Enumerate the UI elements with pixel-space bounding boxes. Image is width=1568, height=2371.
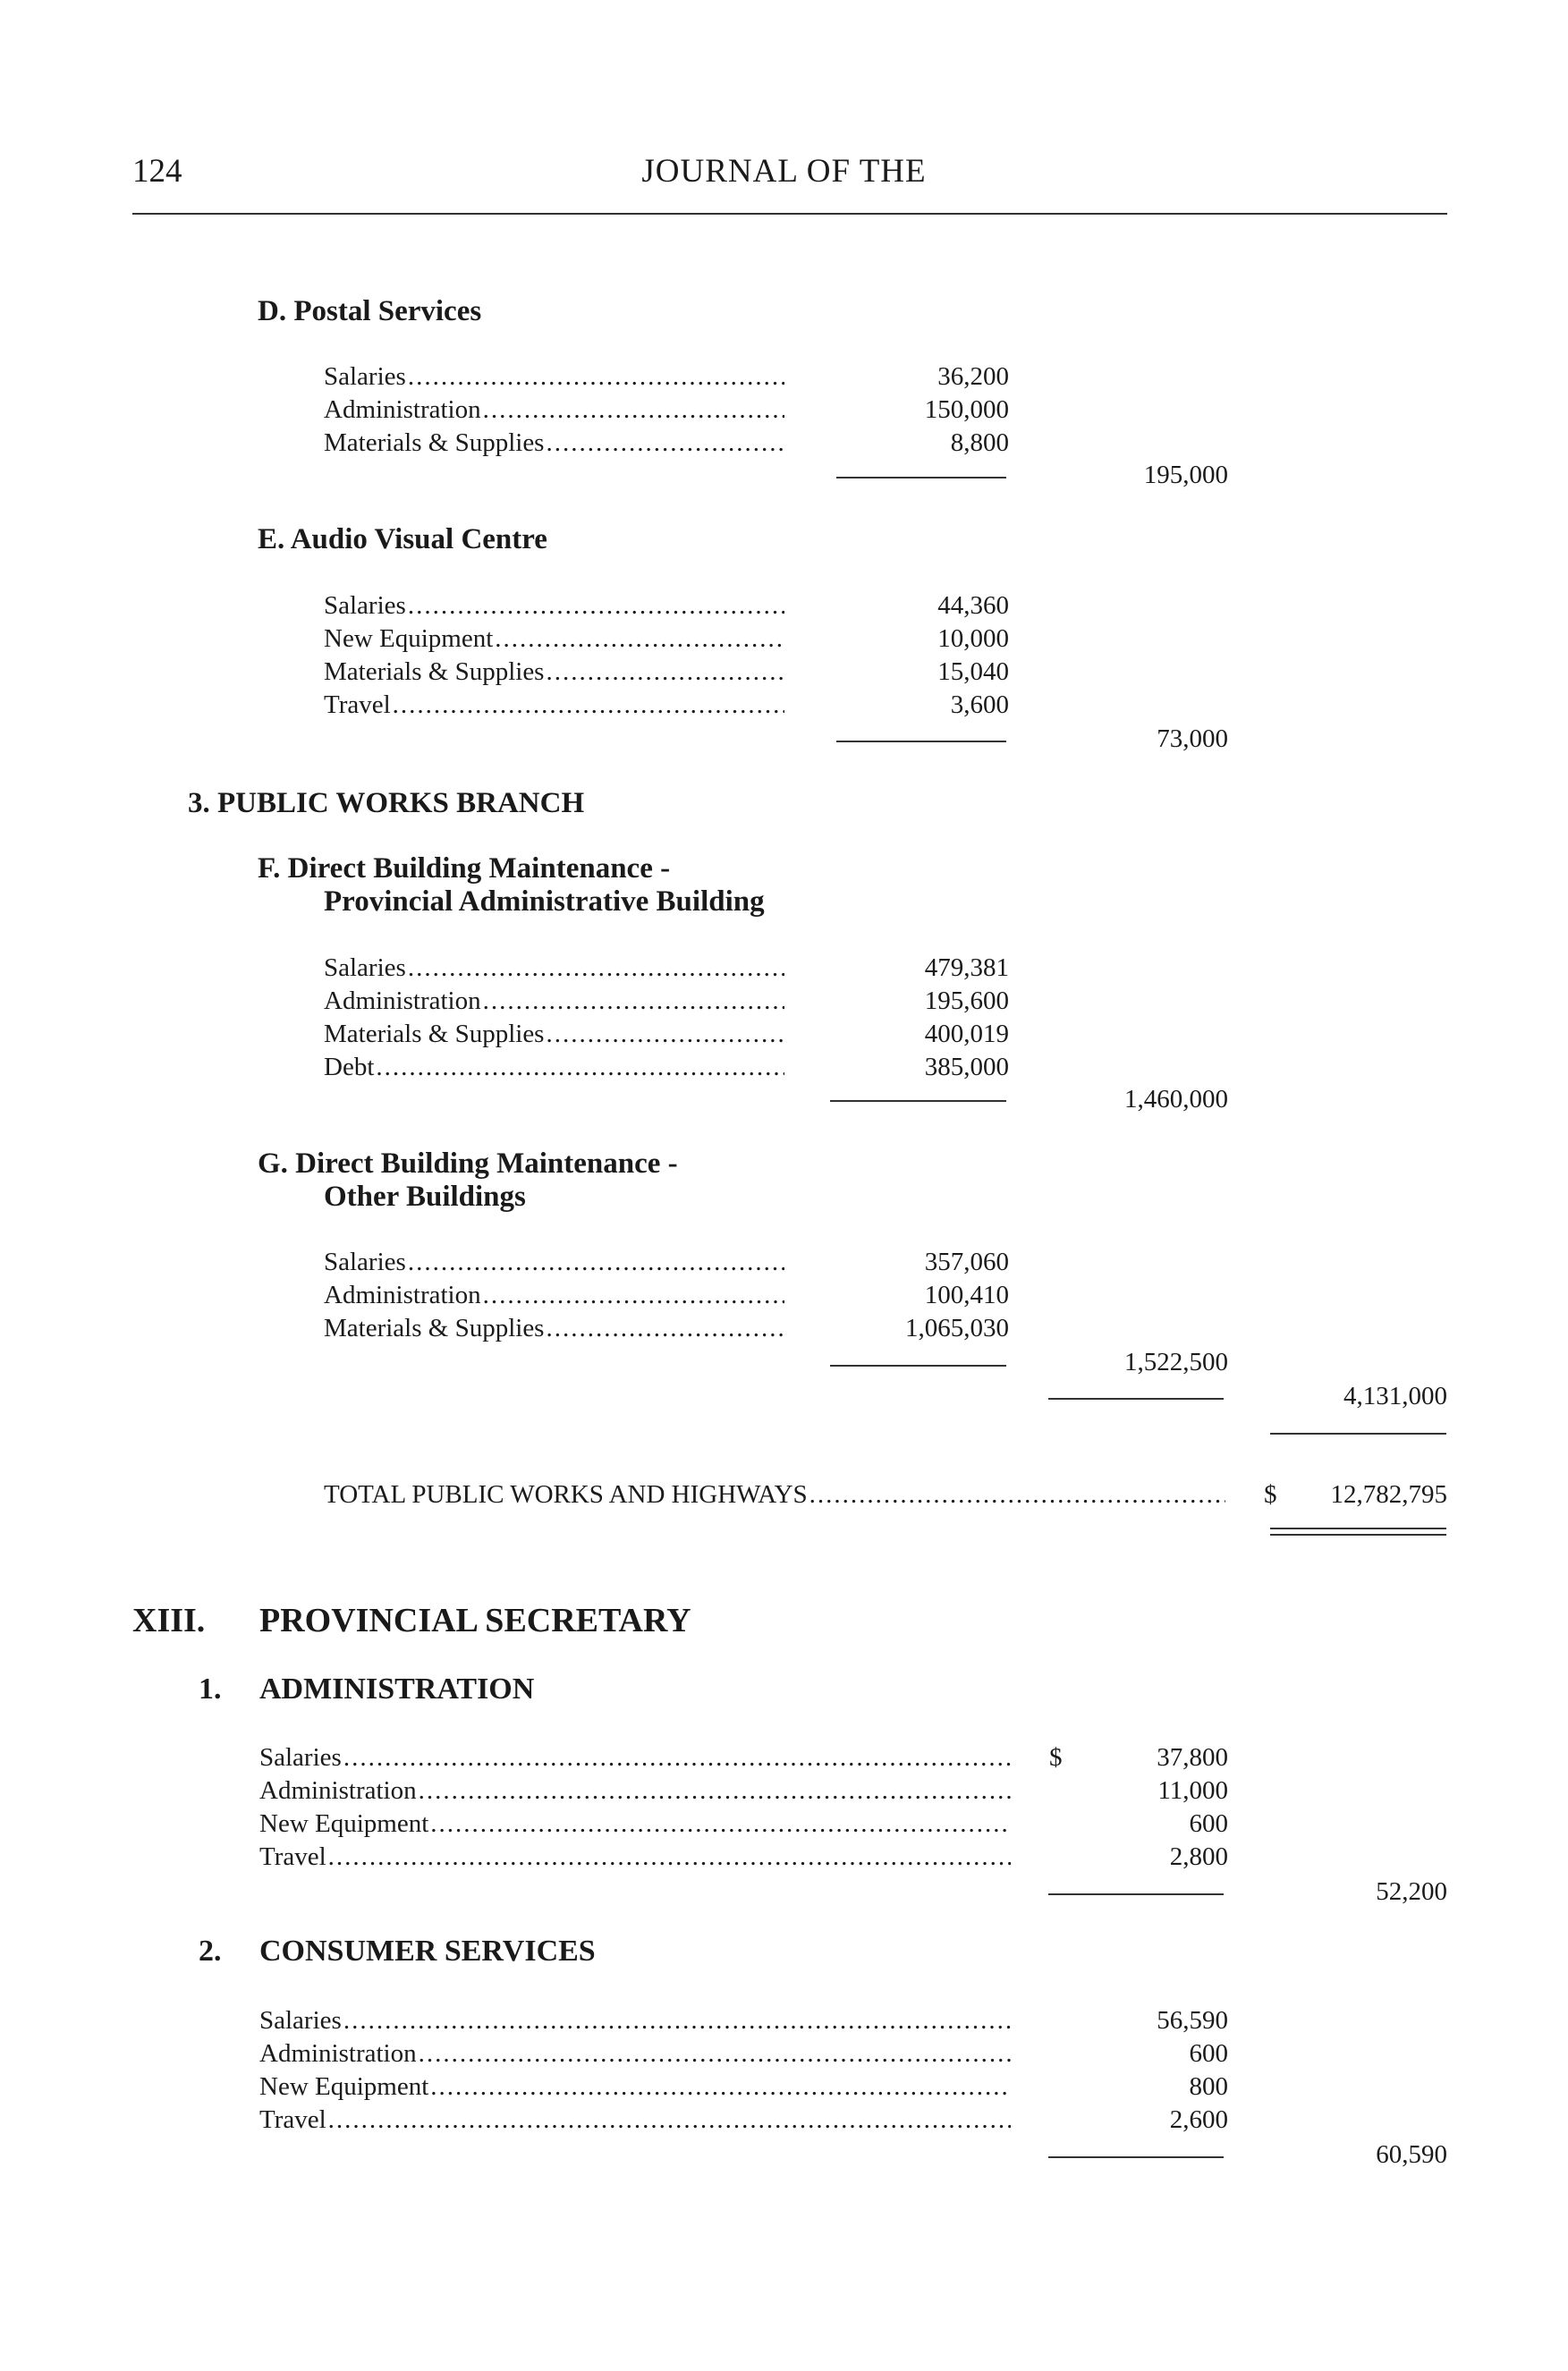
currency-sign: $ [1264,1480,1277,1509]
line-amount: 100,410 [924,1281,1009,1309]
admin-subtotal: 52,200 [1376,1877,1447,1906]
branch-3-title: 3. PUBLIC WORKS BRANCH [188,787,585,819]
line-item: Materials & Supplies ..... [324,1312,784,1344]
subtotal-rule [836,741,1006,742]
line-item: Administration ..... [324,985,784,1017]
line-amount: 1,065,030 [905,1314,1009,1342]
section-d-subtotal: 195,000 [1143,461,1228,489]
line-item: Materials & Supplies ..... [324,1018,784,1050]
line-amount: 37,800 [1157,1743,1228,1772]
line-amount: 15,040 [937,657,1009,686]
page-number: 124 [132,153,182,190]
line-amount: 10,000 [937,624,1009,653]
line-item: Administration ..... [324,394,784,426]
line-item: Salaries ..... [324,1246,784,1278]
branch-total-rule [1048,1398,1224,1400]
subtotal-rule [830,1365,1006,1367]
line-amount: 385,000 [924,1053,1009,1081]
grand-total-amount: 12,782,795 [1330,1480,1447,1509]
line-amount: 400,019 [924,1020,1009,1048]
subtotal-rule [836,477,1006,478]
line-amount: 3,600 [950,690,1009,719]
admin-number: 1. [199,1672,222,1706]
department-numeral: XIII. [132,1602,206,1639]
section-f-title-line2: Provincial Administrative Building [324,885,765,918]
branch-3-total: 4,131,000 [1343,1382,1447,1410]
line-amount: 56,590 [1157,2006,1228,2035]
double-underline [1270,1528,1446,1536]
line-item: Administration ..... [259,1774,1011,1807]
line-item: New Equipment ..... [259,2070,1011,2103]
grand-total-line: TOTAL PUBLIC WORKS AND HIGHWAYS ..... [324,1478,1225,1511]
line-item: Administration ..... [324,1279,784,1311]
consumer-subtotal: 60,590 [1376,2140,1447,2169]
line-item: Travel ..... [324,689,784,721]
line-item: Salaries ..... [324,952,784,984]
header-rule [132,213,1447,215]
section-g-title-line2: Other Buildings [324,1181,526,1213]
line-item: Salaries ..... [324,360,784,393]
line-item: Salaries ..... [324,589,784,622]
line-amount: 2,800 [1169,1842,1228,1871]
line-item: Debt ..... [324,1051,784,1083]
line-item: Administration ..... [259,2037,1011,2070]
section-g-subtotal: 1,522,500 [1124,1348,1228,1376]
section-d-title: D. Postal Services [258,295,482,327]
line-item: Travel ..... [259,1841,1011,1873]
line-amount: 36,200 [937,362,1009,391]
line-amount: 2,600 [1169,2105,1228,2134]
line-item: Materials & Supplies ..... [324,427,784,459]
line-amount: 800 [1189,2072,1228,2101]
currency-sign: $ [1049,1743,1063,1772]
line-amount: 8,800 [950,428,1009,457]
consumer-number: 2. [199,1935,222,1968]
admin-title: ADMINISTRATION [259,1672,535,1706]
consumer-title: CONSUMER SERVICES [259,1935,596,1968]
line-amount: 195,600 [924,987,1009,1015]
subtotal-rule [830,1100,1006,1102]
line-item: Materials & Supplies ..... [324,656,784,688]
section-e-title: E. Audio Visual Centre [258,523,547,555]
line-amount: 44,360 [937,591,1009,620]
line-amount: 150,000 [924,395,1009,424]
section-g-title-line1: G. Direct Building Maintenance - [258,1147,678,1180]
line-amount: 600 [1189,1809,1228,1838]
line-amount: 479,381 [924,953,1009,982]
running-title: JOURNAL OF THE [641,153,927,190]
section-f-title-line1: F. Direct Building Maintenance - [258,852,671,885]
line-amount: 357,060 [924,1248,1009,1276]
line-item: Salaries ..... [259,1741,1011,1774]
subtotal-rule [1048,2156,1224,2158]
branch-total-underline [1270,1433,1446,1435]
line-item: New Equipment ..... [259,1808,1011,1840]
line-amount: 11,000 [1157,1776,1228,1805]
subtotal-rule [1048,1893,1224,1895]
section-e-subtotal: 73,000 [1157,724,1228,753]
line-amount: 600 [1189,2039,1228,2068]
line-item: Travel ..... [259,2104,1011,2136]
line-item: Salaries ..... [259,2004,1011,2037]
section-f-subtotal: 1,460,000 [1124,1085,1228,1114]
department-title: PROVINCIAL SECRETARY [259,1602,691,1639]
line-item: New Equipment ..... [324,622,784,655]
